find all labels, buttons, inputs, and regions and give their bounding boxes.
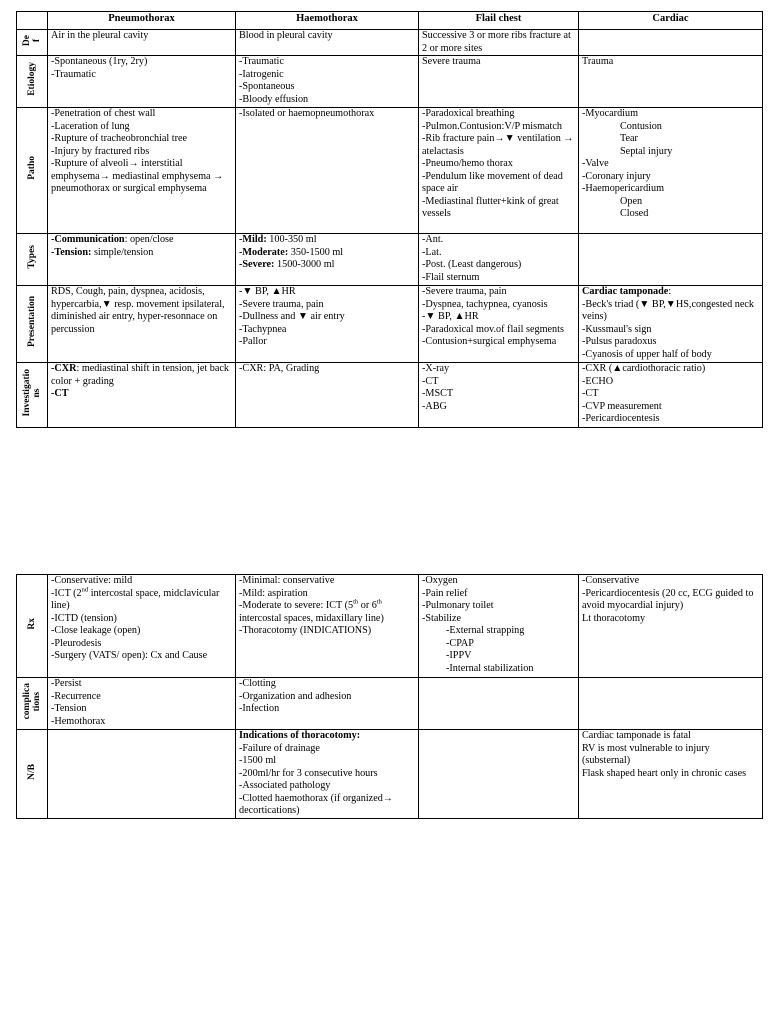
label-etiology-cell [17, 56, 48, 108]
list-item: -Beck's triad (▼ BP,▼HS,congested neck veins) [582, 298, 754, 322]
patho-cardiac [579, 108, 763, 234]
list-item: -CVP measurement [582, 400, 662, 412]
list-item: -Rupture of alveoli→ interstitial emphysema→ mediastinal emphysema → pneumothorax or surgical emphysema [51, 158, 224, 194]
list-item: -CPAP [446, 637, 474, 649]
list-item: Lt thoracotomy [582, 612, 646, 624]
label-types-cell [17, 234, 48, 286]
trauma-table-top [16, 11, 763, 428]
list-item: -ECHO [582, 375, 614, 387]
list-item: -▼ BP, ▲HR [422, 311, 479, 322]
row-patho [17, 108, 763, 234]
label-def-cell [17, 30, 48, 56]
list-item: -Moderate to severe: ICT (5th or 6th intercostal spaces, midaxillary line) [239, 598, 384, 624]
list-item: -CXR: mediastinal shift in tension, jet back color + grading [51, 363, 229, 387]
header-pneumothorax: Pneumothorax [48, 12, 236, 30]
label-investigations-cell [17, 363, 48, 428]
label-investigations: Investigatio ns [22, 369, 42, 417]
list-item: -Pain relief [422, 587, 468, 599]
list-item: -Tension [51, 703, 87, 714]
row-rx [17, 575, 763, 678]
label-rx: Rx [27, 617, 37, 630]
complications-flail [419, 678, 579, 730]
list-item: -Valve [582, 158, 609, 169]
investigations-flail [419, 363, 579, 428]
list-item: -Contusion+surgical emphysema [422, 336, 557, 347]
etiology-cardiac [579, 56, 763, 108]
list-item: Cardiac tamponade: [582, 286, 672, 297]
label-etiology: Etiology [27, 62, 37, 97]
list-item: -Iatrogenic [239, 68, 284, 80]
presentation-flail [419, 286, 579, 363]
list-item: -Close leakage (open) [51, 625, 141, 636]
list-item: Flask shaped heart only in chronic cases [582, 767, 747, 779]
list-item: -Infection [239, 703, 280, 714]
presentation-pneumo: RDS, Cough, pain, dyspnea, acidosis, hypercarbia,▼ resp. movement ipsilateral, diminished air entry, hyper-resonnace on percussion [48, 286, 236, 363]
types-cardiac [579, 234, 763, 286]
etiology-haemo [236, 56, 419, 108]
list-item: -Pendulum like movement of dead space air [422, 170, 563, 194]
investigations-haemo [236, 363, 419, 428]
list-item: -Stabilize [422, 612, 462, 624]
list-item: -Rupture of tracheobronchial tree [51, 133, 188, 144]
list-item: -Bloody effusion [239, 93, 309, 105]
list-item: Indications of thoracotomy: [239, 730, 361, 741]
list-item: -External strapping [446, 625, 525, 636]
patho-pneumo [48, 108, 236, 234]
list-item: -ICT (2nd intercostal space, midclavicular line) [51, 586, 220, 611]
list-item: -CT [582, 388, 599, 399]
complications-haemo [236, 678, 419, 730]
list-item: -Traumatic [239, 56, 284, 67]
list-item: -Clotting [239, 678, 276, 689]
list-item: -Injury by fractured ribs [51, 145, 150, 157]
label-def: De f [22, 34, 42, 46]
list-item: -Severe trauma, pain [239, 298, 324, 310]
def-haemo: Blood in pleural cavity [236, 30, 419, 56]
list-item: -Conservative: mild [51, 575, 133, 586]
label-presentation: Presentation [27, 296, 37, 348]
trauma-table-bottom [16, 574, 763, 819]
header-flail-chest: Flail chest [419, 12, 579, 30]
header-cardiac: Cardiac [579, 12, 763, 30]
rx-cardiac [579, 575, 763, 678]
label-complications: complica tions [22, 683, 42, 720]
list-item: -Failure of drainage [239, 742, 320, 754]
label-patho-cell [17, 108, 48, 234]
list-item: Tear [620, 133, 638, 144]
list-item: -Paradoxical breathing [422, 108, 515, 119]
list-item: -Paradoxical mov.of flail segments [422, 323, 564, 335]
list-item: -Post. (Least dangerous) [422, 259, 522, 270]
nb-pneumo [48, 730, 236, 819]
list-item: -Tachypnea [239, 323, 287, 335]
list-item: -Organization and adhesion [239, 690, 352, 702]
list-item: -Mediastinal flutter+kink of great vessels [422, 195, 559, 219]
list-item: -Laceration of lung [51, 120, 130, 132]
list-item: -Pericardiocentesis [582, 413, 660, 424]
nb-haemo [236, 730, 419, 819]
list-item: -Lat. [422, 246, 442, 258]
list-item: -Pulsus paradoxus [582, 336, 657, 347]
list-item: -Severe trauma, pain [422, 286, 507, 297]
rx-haemo [236, 575, 419, 678]
list-item: -Associated pathology [239, 780, 331, 791]
types-haemo [236, 234, 419, 286]
list-item: -Rib fracture pain→▼ ventilation → atelactasis [422, 133, 574, 157]
list-item: -Internal stabilization [446, 662, 534, 674]
list-item: Contusion [620, 120, 662, 132]
list-item: -Hemothorax [51, 715, 106, 727]
list-item: -CT [422, 375, 439, 387]
def-cardiac [579, 30, 763, 56]
list-item: Severe trauma [422, 56, 481, 67]
header-row [17, 12, 763, 30]
list-item: -CT [51, 388, 69, 399]
list-item: -200ml/hr for 3 consecutive hours [239, 767, 378, 779]
list-item: -Moderate: 350-1500 ml [239, 246, 344, 258]
types-pneumo [48, 234, 236, 286]
list-item: -Minimal: conservative [239, 575, 335, 586]
list-item: -Dyspnea, tachypnea, cyanosis [422, 298, 548, 310]
presentation-cardiac [579, 286, 763, 363]
list-item: -▼ BP, ▲HR [239, 286, 296, 297]
list-item: Closed [620, 208, 649, 219]
list-item: -Coronary injury [582, 170, 651, 182]
row-def [17, 30, 763, 56]
presentation-haemo [236, 286, 419, 363]
list-item: RV is most vulnerable to injury (substernal) [582, 742, 710, 766]
label-rx-cell [17, 575, 48, 678]
list-item: -Kussmaul's sign [582, 323, 652, 335]
list-item: -Persist [51, 678, 82, 689]
label-nb-cell [17, 730, 48, 819]
label-types: Types [27, 245, 37, 270]
list-item: -Communication: open/close [51, 234, 174, 245]
investigations-cardiac [579, 363, 763, 428]
row-etiology [17, 56, 763, 108]
row-complications [17, 678, 763, 730]
list-item: -Spontaneous (1ry, 2ry) [51, 56, 148, 67]
list-item: -Severe: 1500-3000 ml [239, 259, 335, 270]
list-item: -Traumatic [51, 68, 96, 80]
label-patho: Patho [27, 156, 37, 181]
list-item: -Flail sternum [422, 271, 480, 283]
nb-flail [419, 730, 579, 819]
list-item: -Isolated or haemopneumothorax [239, 108, 375, 119]
def-flail: Successive 3 or more ribs fracture at 2 or more sites [419, 30, 579, 56]
list-item: Cardiac tamponade is fatal [582, 730, 691, 741]
corner-cell [17, 12, 48, 30]
row-presentation [17, 286, 763, 363]
label-complications-cell [17, 678, 48, 730]
list-item: -Dullness and ▼ air entry [239, 311, 345, 322]
list-item: -Spontaneous [239, 81, 295, 92]
list-item: -1500 ml [239, 755, 277, 766]
label-nb: N/B [27, 763, 37, 780]
types-flail [419, 234, 579, 286]
list-item: -CXR: PA, Grading [239, 363, 320, 374]
list-item: -MSCT [422, 388, 454, 399]
etiology-flail [419, 56, 579, 108]
rx-flail [419, 575, 579, 678]
row-investigations [17, 363, 763, 428]
list-item: -Surgery (VATS/ open): Cx and Cause [51, 650, 208, 661]
list-item: -Penetration of chest wall [51, 108, 156, 119]
list-item: -ICTD (tension) [51, 612, 117, 624]
list-item: -IPPV [446, 650, 472, 661]
row-nb [17, 730, 763, 819]
list-item: -Mild: 100-350 ml [239, 234, 317, 245]
list-item: -Cyanosis of upper half of body [582, 348, 712, 360]
header-haemothorax: Haemothorax [236, 12, 419, 30]
etiology-pneumo [48, 56, 236, 108]
list-item: Septal injury [620, 145, 673, 157]
list-item: -Pleurodesis [51, 637, 102, 649]
list-item: -Clotted haemothorax (if organized→ decortications) [239, 792, 393, 816]
list-item: -Mild: aspiration [239, 587, 308, 599]
list-item: -Pulmon.Contusion:V/P mismatch [422, 120, 562, 132]
list-item: -Oxygen [422, 575, 458, 586]
list-item: -Ant. [422, 234, 444, 245]
list-item: -CXR (▲cardiothoracic ratio) [582, 363, 706, 374]
patho-flail [419, 108, 579, 234]
list-item: -X-ray [422, 363, 450, 374]
list-item: -Pallor [239, 336, 267, 347]
def-pneumo: Air in the pleural cavity [48, 30, 236, 56]
list-item: -Tension: simple/tension [51, 246, 154, 258]
complications-cardiac [579, 678, 763, 730]
list-item: Open [620, 195, 643, 207]
complications-pneumo [48, 678, 236, 730]
row-types [17, 234, 763, 286]
list-item: -Haemopericardium [582, 183, 665, 194]
investigations-pneumo [48, 363, 236, 428]
list-item: -Pericardiocentesis (20 cc, ECG guided to avoid myocardial injury) [582, 587, 754, 611]
list-item: -Pneumo/hemo thorax [422, 158, 513, 169]
list-item: Trauma [582, 56, 614, 67]
label-presentation-cell [17, 286, 48, 363]
list-item: -Thoracotomy (INDICATIONS) [239, 625, 372, 636]
patho-haemo [236, 108, 419, 234]
list-item: -Pulmonary toilet [422, 600, 494, 611]
list-item: -Recurrence [51, 690, 101, 702]
list-item: -Conservative [582, 575, 640, 586]
nb-cardiac [579, 730, 763, 819]
rx-pneumo [48, 575, 236, 678]
list-item: -Myocardium [582, 108, 639, 119]
list-item: -ABG [422, 400, 447, 412]
